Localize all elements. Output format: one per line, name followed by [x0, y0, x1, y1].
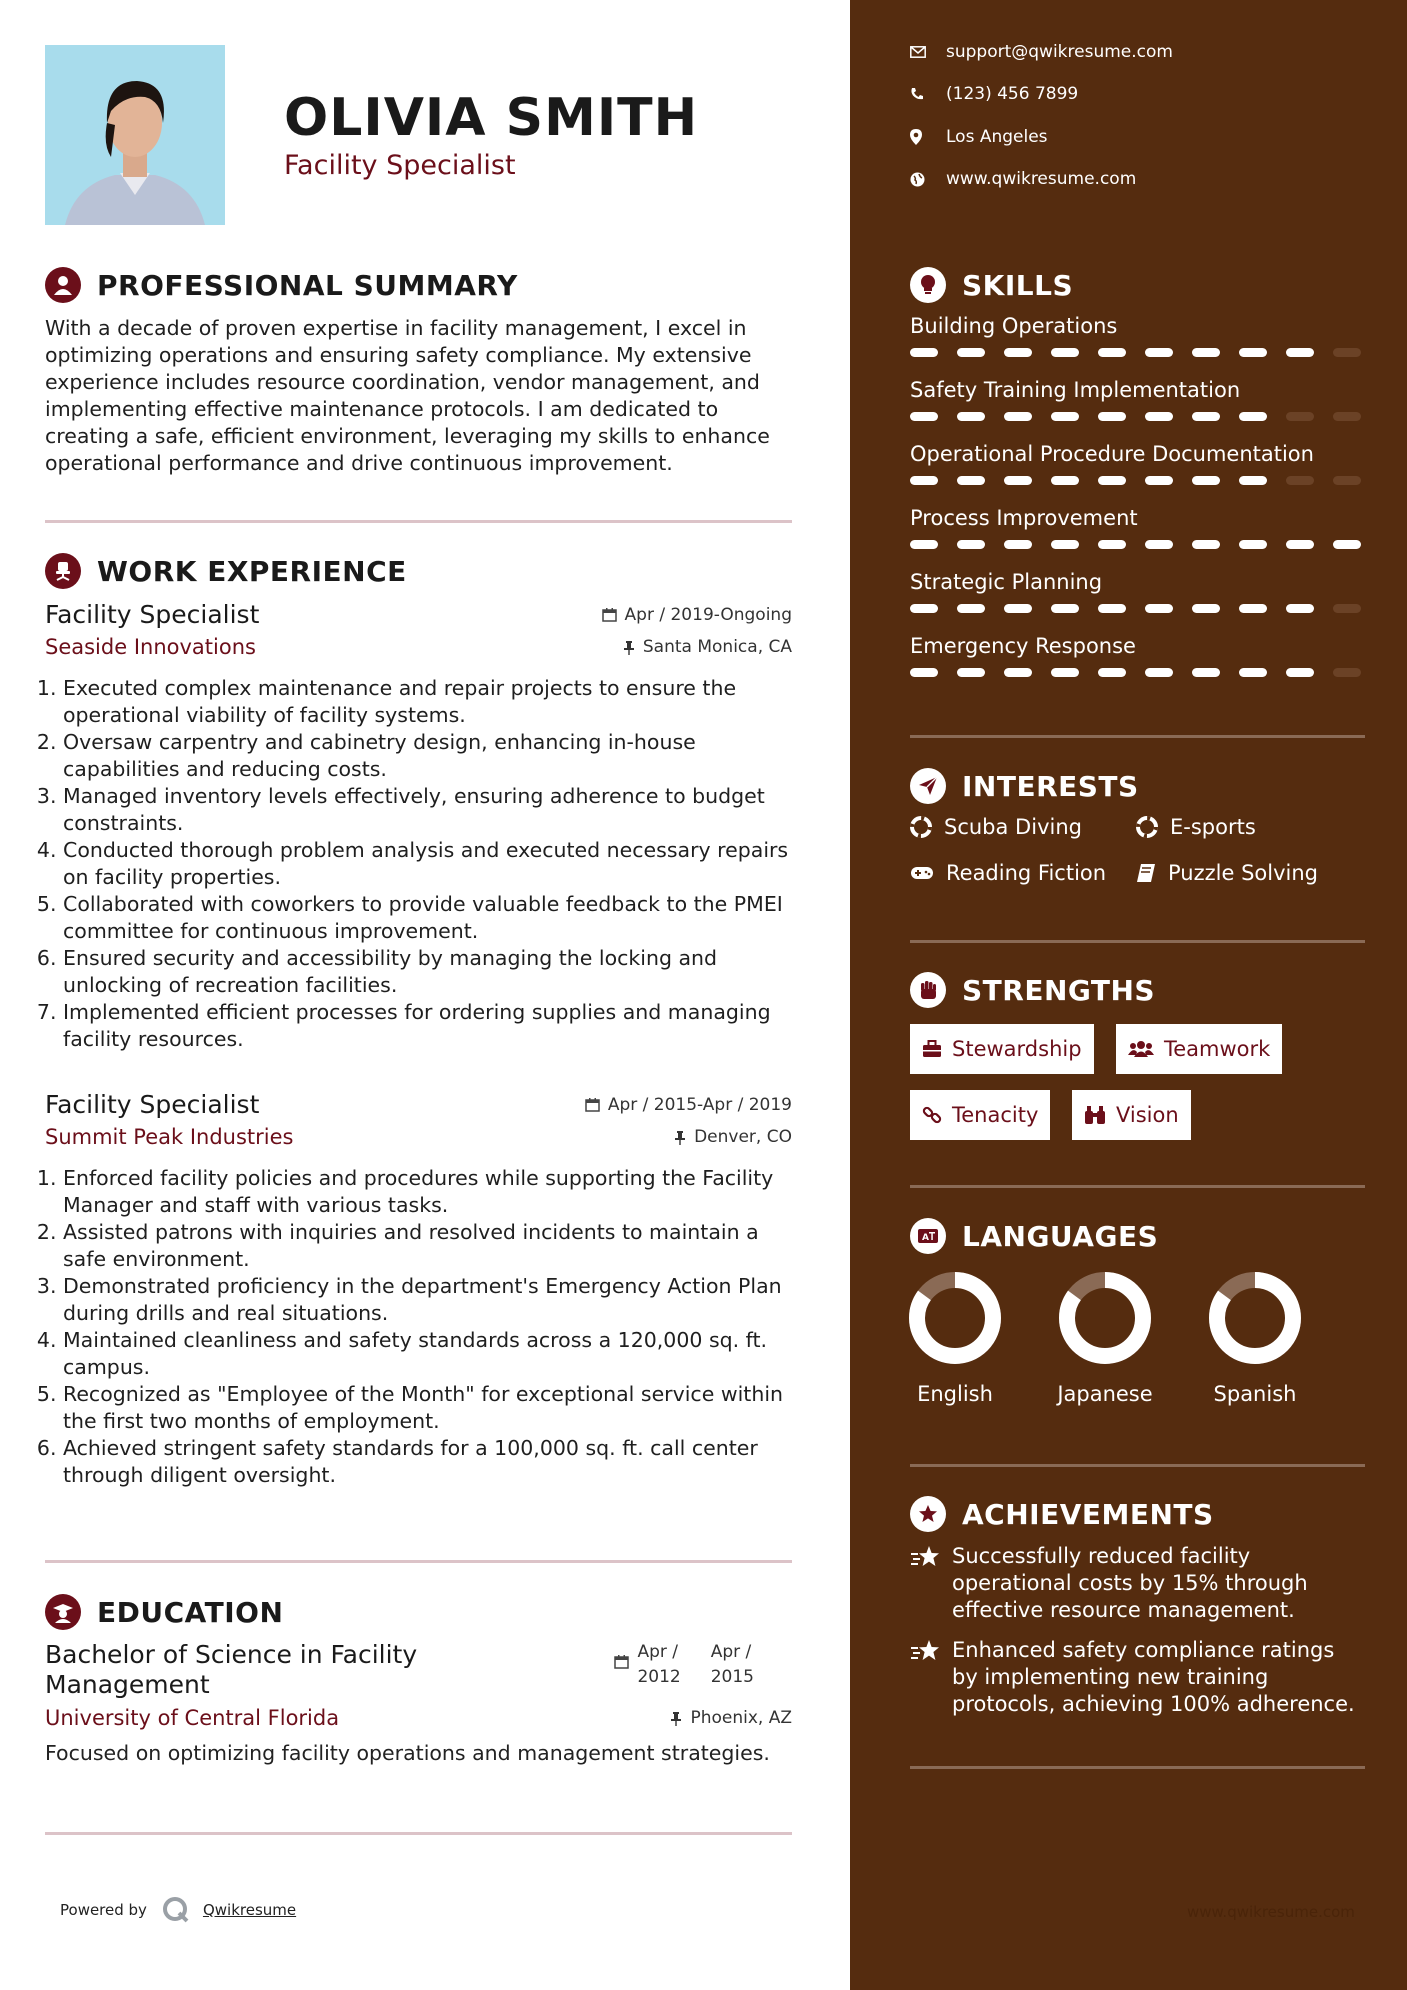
binoculars-icon — [1084, 1105, 1106, 1125]
powered-by-label: Powered by — [60, 1901, 147, 1919]
skill-level-dash — [1051, 668, 1079, 677]
skill-level-dash — [1192, 348, 1220, 357]
skill-level-dash — [1333, 540, 1361, 549]
job-company: Seaside Innovations — [45, 635, 256, 659]
skill-level-dash — [910, 604, 938, 613]
skill-level-dash — [1239, 668, 1267, 677]
interest-label: Scuba Diving — [944, 815, 1082, 839]
language-label: English — [917, 1382, 993, 1406]
skill-level-dash — [1333, 668, 1361, 677]
job-dates-text: Apr / 2015-Apr / 2019 — [607, 1094, 792, 1115]
job-entry — [45, 600, 792, 1053]
job-dates — [602, 605, 792, 625]
map-marker-icon — [910, 129, 938, 145]
job-duties — [45, 675, 792, 1053]
achievements-heading — [910, 1496, 1214, 1532]
users-icon — [1128, 1040, 1154, 1058]
section-divider — [910, 940, 1365, 943]
link-icon — [922, 1105, 942, 1125]
gamepad-icon — [910, 865, 934, 881]
skill-level-bar — [910, 668, 1365, 678]
interest-label: Reading Fiction — [946, 861, 1107, 885]
skill-level-dash — [957, 540, 985, 549]
skill-level-dash — [1286, 476, 1314, 485]
work-heading — [45, 553, 407, 589]
skill-item — [910, 634, 1365, 678]
book-icon — [1136, 863, 1156, 883]
education-location — [670, 1708, 792, 1728]
skill-level-dash — [957, 348, 985, 357]
education-location-text: Phoenix, AZ — [690, 1708, 792, 1728]
skill-level-dash — [1333, 476, 1361, 485]
calendar-icon — [585, 1097, 600, 1112]
language-item — [895, 1270, 1015, 1406]
job-dates-text: Apr / 2019-Ongoing — [624, 604, 792, 625]
list-item: 3. Managed inventory levels effectively, ensuring adherence to budget constraints. — [63, 783, 792, 837]
skill-level-dash — [1239, 412, 1267, 421]
section-divider — [45, 1560, 792, 1563]
education-entry — [45, 1640, 792, 1767]
job-location-text: Denver, CO — [694, 1127, 792, 1147]
skill-level-dash — [1333, 412, 1361, 421]
skill-item — [910, 378, 1365, 422]
life-ring-icon — [1136, 816, 1158, 838]
graduate-icon — [45, 1594, 81, 1630]
job-location-text: Santa Monica, CA — [642, 637, 792, 657]
list-item: 4. Conducted thorough problem analysis and executed necessary repairs on facility properties. — [63, 837, 792, 891]
achievement-text: Successfully reduced facility operational costs by 15% through effective resource management. — [952, 1544, 1308, 1622]
phone-text: (123) 456 7899 — [946, 84, 1079, 104]
envelope-icon — [910, 46, 938, 58]
skills-heading — [910, 267, 1073, 303]
skill-level-dash — [1051, 476, 1079, 485]
skill-level-dash — [957, 476, 985, 485]
strength-badge — [910, 1090, 1050, 1140]
skill-level-dash — [957, 412, 985, 421]
list-item: 7. Implemented efficient processes for ordering supplies and managing facility resources. — [63, 999, 792, 1053]
star-badge-icon — [910, 1496, 946, 1532]
section-divider — [910, 735, 1365, 738]
contact-location — [910, 127, 1048, 147]
job-dates — [585, 1095, 792, 1115]
skill-level-dash — [1286, 348, 1314, 357]
skill-name: Operational Procedure Documentation — [910, 442, 1314, 466]
office-chair-icon — [45, 553, 81, 589]
skill-level-dash — [910, 348, 938, 357]
list-item: 4. Maintained cleanliness and safety standards across a 120,000 sq. ft. campus. — [63, 1327, 792, 1381]
phone-icon — [910, 87, 938, 101]
language-item — [1195, 1270, 1315, 1406]
skill-level-dash — [1004, 412, 1032, 421]
education-dates — [614, 1640, 754, 1690]
section-divider — [910, 1766, 1365, 1769]
translate-icon — [910, 1218, 946, 1254]
education-title: EDUCATION — [97, 1595, 284, 1629]
life-ring-icon — [910, 816, 932, 838]
job-title: Facility Specialist — [45, 600, 260, 629]
languages-title: LANGUAGES — [962, 1219, 1159, 1253]
skill-level-dash — [1192, 540, 1220, 549]
skill-level-dash — [910, 668, 938, 677]
list-item: 1. Executed complex maintenance and repair projects to ensure the operational viability of facility systems. — [63, 675, 792, 729]
list-item: 1. Enforced facility policies and procedures while supporting the Facility Manager and staff with various tasks. — [63, 1165, 792, 1219]
achievement-text: Enhanced safety compliance ratings by implementing new training protocols, achieving 100% adherence. — [952, 1638, 1355, 1716]
interest-item — [1136, 861, 1318, 885]
skill-item — [910, 442, 1365, 486]
list-item: 2. Oversaw carpentry and cabinetry design, enhancing in-house capabilities and reducing costs. — [63, 729, 792, 783]
skill-level-dash — [1004, 348, 1032, 357]
skill-level-dash — [910, 540, 938, 549]
summary-text: With a decade of proven expertise in facility management, I excel in optimizing operations and ensuring safety compliance. My extensive experience includes resource coordination, vendor management, and implementing effective maintenance protocols. I am dedicated to creating a safe, efficient environment, leveraging my skills to enhance operational performance and drive continuous improvement. — [45, 316, 770, 475]
job-company: Summit Peak Industries — [45, 1125, 294, 1149]
calendar-icon — [614, 1654, 629, 1669]
skill-level-dash — [1286, 412, 1314, 421]
skill-level-bar — [910, 412, 1365, 422]
sidebar — [850, 0, 1407, 1990]
skill-level-dash — [1004, 540, 1032, 549]
skill-level-dash — [1145, 476, 1173, 485]
language-item — [1045, 1270, 1165, 1406]
skill-level-dash — [910, 412, 938, 421]
strengths-heading — [910, 972, 1155, 1008]
skill-level-dash — [1192, 668, 1220, 677]
skill-level-dash — [1051, 348, 1079, 357]
skill-level-bar — [910, 476, 1365, 486]
skill-level-dash — [1333, 604, 1361, 613]
skill-level-dash — [1145, 348, 1173, 357]
pin-icon — [623, 640, 635, 655]
language-level-donut — [907, 1270, 1003, 1366]
calendar-icon — [602, 607, 617, 622]
skill-level-bar — [910, 604, 1365, 614]
fist-icon — [910, 972, 946, 1008]
section-divider — [910, 1185, 1365, 1188]
degree-name — [45, 1640, 417, 1700]
skill-level-dash — [1286, 540, 1314, 549]
skill-level-dash — [1098, 348, 1126, 357]
skill-level-dash — [1333, 348, 1361, 357]
skill-level-dash — [1286, 604, 1314, 613]
skill-level-dash — [957, 668, 985, 677]
education-description: Focused on optimizing facility operations and management strategies. — [45, 1741, 770, 1765]
email-text: support@qwikresume.com — [946, 42, 1173, 62]
skill-level-dash — [1239, 604, 1267, 613]
section-divider — [45, 520, 792, 523]
summary-heading — [45, 267, 518, 303]
skill-name: Process Improvement — [910, 506, 1138, 530]
degree-line: Management — [45, 1670, 210, 1699]
skill-name: Strategic Planning — [910, 570, 1103, 594]
website-text: www.qwikresume.com — [946, 169, 1137, 189]
paper-plane-icon — [910, 768, 946, 804]
skill-level-bar — [910, 348, 1365, 358]
skill-item — [910, 314, 1365, 358]
candidate-role: Facility Specialist — [284, 150, 516, 181]
footer-url[interactable]: www.qwikresume.com — [1187, 1903, 1355, 1921]
interest-label: E-sports — [1170, 815, 1256, 839]
skill-level-dash — [1239, 348, 1267, 357]
school-name: University of Central Florida — [45, 1706, 340, 1730]
skill-level-dash — [1192, 412, 1220, 421]
interests-title: INTERESTS — [962, 769, 1139, 803]
brand-link[interactable]: Qwikresume — [202, 1901, 297, 1919]
skill-level-dash — [1051, 412, 1079, 421]
list-item: 6. Ensured security and accessibility by managing the locking and unlocking of recreation facilities. — [63, 945, 792, 999]
achievement-item — [910, 1637, 1365, 1718]
job-location — [674, 1127, 792, 1147]
skill-item — [910, 506, 1365, 550]
skill-level-dash — [1145, 668, 1173, 677]
skill-level-dash — [1192, 476, 1220, 485]
education-heading — [45, 1594, 283, 1630]
languages-heading — [910, 1218, 1158, 1254]
skill-level-dash — [1239, 476, 1267, 485]
strength-badge — [910, 1024, 1094, 1074]
skill-level-dash — [1192, 604, 1220, 613]
strength-label: Vision — [1116, 1103, 1179, 1127]
briefcase-icon — [922, 1040, 942, 1058]
skill-level-dash — [1004, 476, 1032, 485]
skill-level-dash — [1051, 540, 1079, 549]
contact-phone[interactable] — [910, 84, 1078, 104]
skills-title: SKILLS — [962, 268, 1074, 302]
candidate-name: OLIVIA SMITH — [284, 88, 699, 148]
summary-title: PROFESSIONAL SUMMARY — [97, 268, 518, 302]
list-item: 2. Assisted patrons with inquiries and resolved incidents to maintain a safe environment. — [63, 1219, 792, 1273]
strength-badge — [1072, 1090, 1191, 1140]
achievements-title: ACHIEVEMENTS — [962, 1497, 1214, 1531]
job-location — [623, 637, 792, 657]
skill-name: Safety Training Implementation — [910, 378, 1241, 402]
language-label: Japanese — [1057, 1382, 1153, 1406]
skill-level-dash — [1051, 604, 1079, 613]
work-title: WORK EXPERIENCE — [97, 554, 407, 588]
skill-level-dash — [1098, 476, 1126, 485]
lightbulb-icon — [910, 267, 946, 303]
qwikresume-logo-icon — [161, 1895, 191, 1925]
section-divider — [910, 1464, 1365, 1467]
degree-line: Bachelor of Science in Facility — [45, 1640, 418, 1669]
list-item: 5. Collaborated with coworkers to provide valuable feedback to the PMEI committee for continuous improvement. — [63, 891, 792, 945]
start-year: 2012 — [637, 1667, 681, 1687]
location-text: Los Angeles — [946, 127, 1048, 147]
skill-level-dash — [1004, 668, 1032, 677]
skill-name: Building Operations — [910, 314, 1118, 338]
list-item: 5. Recognized as "Employee of the Month" for exceptional service within the first two months of employment. — [63, 1381, 792, 1435]
end-year: 2015 — [710, 1667, 754, 1687]
skill-level-dash — [1239, 540, 1267, 549]
interest-item — [1136, 815, 1256, 839]
globe-icon — [910, 172, 938, 187]
strength-badge — [1116, 1024, 1282, 1074]
interest-label: Puzzle Solving — [1168, 861, 1318, 885]
job-duties — [45, 1165, 792, 1489]
skill-level-dash — [1145, 604, 1173, 613]
shooting-star-icon — [910, 1639, 940, 1663]
section-divider — [45, 1832, 792, 1835]
list-item: 6. Achieved stringent safety standards for a 100,000 sq. ft. call center through diligent oversight. — [63, 1435, 792, 1489]
contact-email[interactable] — [910, 42, 1173, 62]
language-level-donut — [1057, 1270, 1153, 1366]
start-month: Apr / — [637, 1642, 679, 1662]
skill-item — [910, 570, 1365, 614]
skill-level-dash — [1098, 412, 1126, 421]
language-level-donut — [1207, 1270, 1303, 1366]
achievement-item — [910, 1543, 1365, 1624]
user-icon — [45, 267, 81, 303]
profile-photo — [45, 45, 225, 225]
pin-icon — [674, 1130, 686, 1145]
interest-item — [910, 861, 1106, 885]
strength-label: Tenacity — [952, 1103, 1039, 1127]
skill-level-dash — [1098, 668, 1126, 677]
strength-label: Stewardship — [952, 1037, 1082, 1061]
skill-level-dash — [1098, 540, 1126, 549]
job-entry — [45, 1090, 792, 1489]
job-title: Facility Specialist — [45, 1090, 260, 1119]
skill-level-dash — [957, 604, 985, 613]
skill-level-dash — [1145, 412, 1173, 421]
skill-level-dash — [1098, 604, 1126, 613]
skill-level-dash — [1004, 604, 1032, 613]
powered-by — [60, 1895, 296, 1925]
skill-name: Emergency Response — [910, 634, 1136, 658]
end-month: Apr / — [710, 1642, 752, 1662]
language-label: Spanish — [1213, 1382, 1297, 1406]
list-item: 3. Demonstrated proficiency in the department's Emergency Action Plan during drills and real situations. — [63, 1273, 792, 1327]
strengths-title: STRENGTHS — [962, 973, 1156, 1007]
skill-level-bar — [910, 540, 1365, 550]
shooting-star-icon — [910, 1545, 940, 1569]
strength-label: Teamwork — [1164, 1037, 1271, 1061]
skill-level-dash — [910, 476, 938, 485]
svg-text:A: A — [922, 1233, 929, 1243]
pin-icon — [670, 1711, 682, 1726]
profile-photo-image — [45, 45, 225, 225]
interests-heading — [910, 768, 1139, 804]
interest-item — [910, 815, 1082, 839]
contact-website[interactable] — [910, 169, 1136, 189]
skill-level-dash — [1286, 668, 1314, 677]
skill-level-dash — [1145, 540, 1173, 549]
